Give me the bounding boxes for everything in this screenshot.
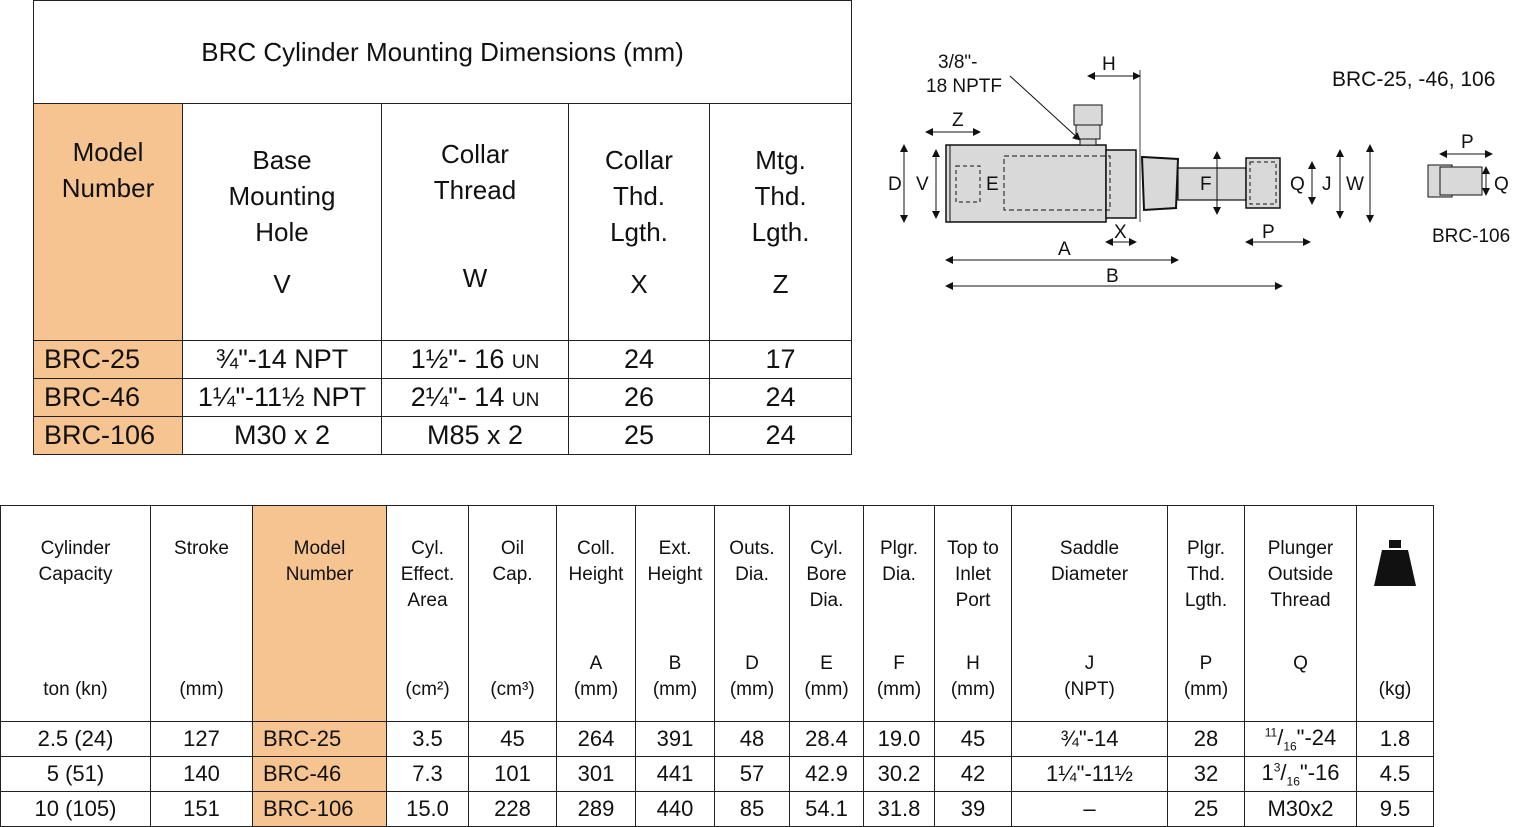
- weight-icon: [1372, 538, 1418, 588]
- header-saddle-dia: Saddle Diameter J (NPT): [1012, 506, 1168, 722]
- header-stroke: Stroke (mm): [151, 506, 253, 722]
- model-cell: BRC-46: [34, 379, 183, 417]
- collar-thread-cell: 2¼"- 14 UN: [382, 379, 569, 417]
- svg-text:P: P: [1461, 132, 1474, 153]
- base-hole-cell: M30 x 2: [183, 417, 382, 455]
- model-cell: BRC-106: [34, 417, 183, 455]
- diagram-caption-side: BRC-106: [1432, 226, 1511, 247]
- table-row: [34, 379, 852, 417]
- svg-text:X: X: [1114, 222, 1127, 243]
- diagram-caption-main: BRC-25, -46, 106: [1332, 68, 1496, 91]
- svg-text:V: V: [916, 174, 929, 195]
- svg-text:Q: Q: [1494, 174, 1509, 195]
- port-thread-label: 3/8"-: [938, 52, 978, 73]
- plunger-thread-cell: M30x2: [1245, 792, 1357, 827]
- svg-text:H: H: [1102, 54, 1116, 75]
- collar-nut: [1142, 157, 1178, 210]
- collar-thread-cell: 1½"- 16 UN: [382, 341, 569, 379]
- svg-text:D: D: [888, 174, 902, 195]
- svg-text:E: E: [986, 174, 999, 195]
- collar-length-cell: 24: [569, 341, 710, 379]
- plunger: [1178, 168, 1246, 200]
- table-header-row: [34, 104, 852, 341]
- table-row: 5 (51) 140 BRC-46 7.3 101 301 441 57 42.9 30.2 42 1¼"-11½ 32 $1^3/_{16}"-16$ 4.5: [1, 757, 1434, 792]
- inlet-port: [1074, 105, 1102, 125]
- header-plgr-dia: Plgr. Dia. F (mm): [864, 506, 935, 722]
- svg-text:J: J: [1322, 174, 1332, 195]
- header-bore-dia: Cyl. Bore Dia. E (mm): [790, 506, 864, 722]
- table-title: BRC Cylinder Mounting Dimensions (mm): [34, 1, 852, 104]
- mounting-length-cell: 17: [710, 341, 852, 379]
- header-collar-thread-length: Collar Thd. Lgth. X: [569, 104, 710, 341]
- table-row: [34, 341, 852, 379]
- svg-text:Q: Q: [1290, 174, 1305, 195]
- model-cell: BRC-25: [34, 341, 183, 379]
- table-row: [34, 417, 852, 455]
- svg-text:F: F: [1200, 174, 1212, 195]
- collar-length-cell: 25: [569, 417, 710, 455]
- model-cell: BRC-25: [253, 722, 387, 757]
- plunger-thread-cell: $1^3/_{16}"-16$: [1245, 757, 1357, 792]
- base-hole-cell: 1¼"-11½ NPT: [183, 379, 382, 417]
- port-thread-label-2: 18 NPTF: [926, 76, 1003, 97]
- collar: [1106, 150, 1136, 218]
- header-capacity: Cylinder Capacity ton (kn): [1, 506, 151, 722]
- header-collar-thread: Collar Thread W: [382, 104, 569, 341]
- cylinder-dimension-diagram: [880, 50, 1526, 310]
- header-ext-height: Ext. Height B (mm): [636, 506, 715, 722]
- header-coll-height: Coll. Height A (mm): [557, 506, 636, 722]
- svg-text:Z: Z: [952, 110, 964, 131]
- header-base-mounting-hole: Base Mounting Hole V: [183, 104, 382, 341]
- base-hole-cell: ¾"-14 NPT: [183, 341, 382, 379]
- header-model-number: Model Number: [34, 104, 183, 341]
- collar-length-cell: 26: [569, 379, 710, 417]
- table-row: 2.5 (24) 127 BRC-25 3.5 45 264 391 48 28.4 19.0 45 ¾"-14 28 $^{11}/_{16}"-24$ 1.8: [1, 722, 1434, 757]
- header-area: Cyl. Effect. Area (cm²): [387, 506, 469, 722]
- mounting-length-cell: 24: [710, 417, 852, 455]
- svg-text:W: W: [1346, 174, 1364, 195]
- header-outs-dia: Outs. Dia. D (mm): [715, 506, 790, 722]
- mounting-dimensions-table: [33, 0, 852, 455]
- header-top-to-inlet: Top to Inlet Port H (mm): [935, 506, 1012, 722]
- cylinder-specifications-table: [0, 505, 1434, 827]
- mounting-length-cell: 24: [710, 379, 852, 417]
- table-row: 10 (105) 151 BRC-106 15.0 228 289 440 85 54.1 31.8 39 – 25 M30x2 9.5: [1, 792, 1434, 827]
- svg-text:A: A: [1058, 239, 1071, 260]
- header-mounting-thread-length: Mtg. Thd. Lgth. Z: [710, 104, 852, 341]
- header-model-number: Model Number: [253, 506, 387, 722]
- header-plunger-thread: Plunger Outside Thread Q: [1245, 506, 1357, 722]
- plunger-thread-cell: $^{11}/_{16}"-24$: [1245, 722, 1357, 757]
- svg-text:P: P: [1262, 222, 1275, 243]
- header-plgr-thd-length: Plgr. Thd. Lgth. P (mm): [1168, 506, 1245, 722]
- svg-text:B: B: [1106, 266, 1119, 287]
- header-weight: (kg): [1357, 506, 1434, 722]
- saddle: [1246, 158, 1280, 208]
- model-cell: BRC-106: [253, 792, 387, 827]
- model-cell: BRC-46: [253, 757, 387, 792]
- collar-thread-cell: M85 x 2: [382, 417, 569, 455]
- table-header-row: [1, 506, 1434, 722]
- header-oil-cap: Oil Cap. (cm³): [469, 506, 557, 722]
